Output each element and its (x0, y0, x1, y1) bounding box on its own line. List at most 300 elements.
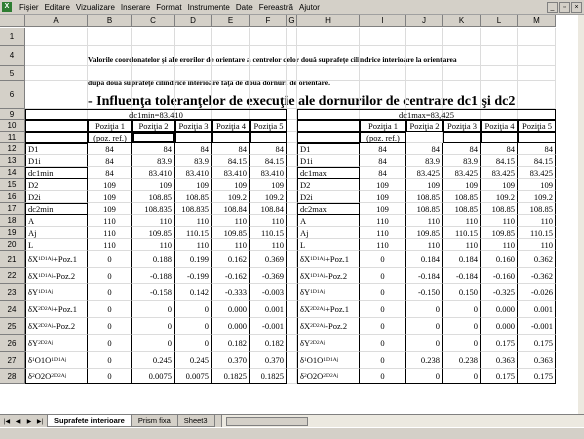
data-cell[interactable]: -0.184 (406, 268, 443, 284)
row-header-23[interactable]: 23 (0, 284, 25, 301)
data-cell[interactable]: 0 (88, 369, 132, 384)
cell[interactable] (287, 215, 297, 227)
data-cell[interactable]: 0.182 (250, 335, 287, 352)
cell[interactable] (297, 132, 360, 143)
row-label[interactable]: dc2max (297, 203, 360, 215)
row-label[interactable]: D1 (25, 143, 88, 155)
data-cell[interactable]: 0.362 (518, 251, 556, 268)
cell[interactable] (287, 318, 297, 335)
row-header-12[interactable]: 12 (0, 143, 25, 155)
cell[interactable] (287, 46, 297, 66)
data-cell[interactable]: 0 (175, 318, 212, 335)
row-label[interactable]: L (297, 239, 360, 251)
data-cell[interactable]: 84 (175, 143, 212, 155)
cell[interactable] (287, 155, 297, 167)
data-cell[interactable]: 109 (360, 203, 406, 215)
data-cell[interactable]: 0.001 (518, 301, 556, 318)
data-cell[interactable]: 109 (406, 179, 443, 191)
column-header-k[interactable]: K (443, 15, 481, 27)
data-cell[interactable]: -0.362 (518, 268, 556, 284)
data-cell[interactable]: 110 (175, 239, 212, 251)
cell[interactable] (287, 167, 297, 179)
position-header-5[interactable]: Poziţia 5 (250, 120, 287, 132)
cell[interactable] (132, 66, 175, 81)
data-cell[interactable]: 0 (360, 369, 406, 384)
data-cell[interactable]: 0.238 (406, 352, 443, 369)
row-label[interactable]: D2 (297, 179, 360, 191)
data-cell[interactable]: 110 (360, 215, 406, 227)
data-cell[interactable]: 83.410 (132, 167, 175, 179)
row-label[interactable]: δ 2 O2O 2D2 Aj (25, 369, 88, 384)
data-cell[interactable]: 0 (360, 335, 406, 352)
cell[interactable] (297, 28, 360, 46)
data-cell[interactable]: 0.245 (175, 352, 212, 369)
data-cell[interactable]: 110.15 (518, 227, 556, 239)
data-cell[interactable]: 0.245 (132, 352, 175, 369)
row-header-9[interactable]: 9 (0, 109, 25, 120)
data-cell[interactable]: 0 (360, 284, 406, 301)
data-cell[interactable]: 108.835 (132, 203, 175, 215)
data-cell[interactable]: 0.1825 (212, 369, 250, 384)
column-header-i[interactable]: I (360, 15, 406, 27)
data-cell[interactable]: 0 (360, 251, 406, 268)
data-cell[interactable]: 109.2 (212, 191, 250, 203)
data-cell[interactable]: 0 (443, 369, 481, 384)
data-cell[interactable]: 109 (360, 191, 406, 203)
cell[interactable] (297, 66, 360, 81)
row-label[interactable]: A (297, 215, 360, 227)
cell[interactable] (287, 66, 297, 81)
cell[interactable] (406, 81, 443, 109)
row-label[interactable]: δX 2D2 Aj -Poz.2 (297, 318, 360, 335)
row-header-19[interactable]: 19 (0, 227, 25, 239)
data-cell[interactable]: 0.363 (481, 352, 518, 369)
row-header-14[interactable]: 14 (0, 167, 25, 179)
cell[interactable] (212, 81, 250, 109)
data-cell[interactable]: 0.162 (212, 251, 250, 268)
cell[interactable] (481, 28, 518, 46)
data-cell[interactable]: 0.175 (481, 369, 518, 384)
cell[interactable] (88, 81, 132, 109)
data-cell[interactable]: 110 (250, 215, 287, 227)
data-cell[interactable]: 0 (406, 301, 443, 318)
data-cell[interactable]: 83.410 (212, 167, 250, 179)
row-label[interactable]: A (25, 215, 88, 227)
row-header-6[interactable]: 6 (0, 81, 25, 109)
cell[interactable] (360, 66, 406, 81)
column-header-e[interactable]: E (212, 15, 250, 27)
data-cell[interactable]: 84 (360, 143, 406, 155)
cell[interactable] (287, 369, 297, 384)
data-cell[interactable]: 0 (443, 301, 481, 318)
data-cell[interactable]: 0 (88, 335, 132, 352)
cell[interactable] (25, 46, 88, 66)
cell[interactable] (132, 81, 175, 109)
data-cell[interactable]: -0.325 (481, 284, 518, 301)
data-cell[interactable]: 110 (481, 239, 518, 251)
data-cell[interactable]: 0 (360, 352, 406, 369)
data-cell[interactable]: 83.425 (518, 167, 556, 179)
cell[interactable] (25, 28, 88, 46)
data-cell[interactable]: 108.85 (518, 203, 556, 215)
data-cell[interactable]: 108.84 (212, 203, 250, 215)
data-cell[interactable]: 0.369 (250, 251, 287, 268)
cell[interactable] (250, 81, 287, 109)
data-cell[interactable]: -0.001 (518, 318, 556, 335)
data-cell[interactable]: -0.162 (212, 268, 250, 284)
data-cell[interactable]: 0 (88, 251, 132, 268)
data-cell[interactable]: 0 (175, 335, 212, 352)
column-header-j[interactable]: J (406, 15, 443, 27)
data-cell[interactable]: -0.026 (518, 284, 556, 301)
cell[interactable] (481, 81, 518, 109)
data-cell[interactable]: 110 (132, 239, 175, 251)
data-cell[interactable]: -0.160 (481, 268, 518, 284)
column-header-a[interactable]: A (25, 15, 88, 27)
column-header-g[interactable]: G (287, 15, 297, 27)
cell[interactable] (132, 28, 175, 46)
data-cell[interactable]: 84.15 (212, 155, 250, 167)
cell[interactable] (443, 28, 481, 46)
data-cell[interactable]: 109.85 (406, 227, 443, 239)
cell[interactable] (250, 66, 287, 81)
row-label[interactable]: D1i (25, 155, 88, 167)
cell[interactable] (287, 143, 297, 155)
data-cell[interactable]: 108.85 (406, 191, 443, 203)
cell[interactable] (443, 46, 481, 66)
cell[interactable] (481, 46, 518, 66)
cell[interactable] (175, 81, 212, 109)
cell[interactable] (175, 66, 212, 81)
position-header-4[interactable]: Poziţia 4 (481, 120, 518, 132)
row-header-28[interactable]: 28 (0, 369, 25, 384)
data-cell[interactable]: 0 (406, 369, 443, 384)
restore-icon[interactable]: ▫ (559, 2, 570, 13)
position-header-3[interactable]: Poziţia 3 (443, 120, 481, 132)
data-cell[interactable]: 84 (88, 143, 132, 155)
row-label[interactable]: Aj (297, 227, 360, 239)
data-cell[interactable]: 110 (406, 215, 443, 227)
row-label[interactable]: dc1max (297, 167, 360, 179)
column-header-c[interactable]: C (132, 15, 175, 27)
reference-position-label[interactable]: (poz. ref.) (360, 132, 406, 143)
data-cell[interactable]: 84.15 (518, 155, 556, 167)
cell[interactable] (287, 268, 297, 284)
cell[interactable] (88, 66, 132, 81)
cell[interactable] (406, 28, 443, 46)
cell[interactable] (287, 179, 297, 191)
data-cell[interactable]: 84 (443, 143, 481, 155)
data-cell[interactable]: 108.84 (250, 203, 287, 215)
data-cell[interactable]: 0.0075 (132, 369, 175, 384)
cell[interactable] (212, 66, 250, 81)
data-cell[interactable]: 83.410 (175, 167, 212, 179)
data-cell[interactable]: 84 (481, 143, 518, 155)
cell[interactable] (360, 28, 406, 46)
cell[interactable] (287, 251, 297, 268)
data-cell[interactable]: 0 (132, 335, 175, 352)
data-cell[interactable]: 0.188 (132, 251, 175, 268)
data-cell[interactable]: 0.184 (443, 251, 481, 268)
menu-tools[interactable]: Instrumente (187, 2, 230, 12)
cell[interactable] (287, 335, 297, 352)
position-header-2[interactable]: Poziţia 2 (132, 120, 175, 132)
row-label[interactable]: δY 2D2 Aj (25, 335, 88, 352)
cell[interactable] (25, 81, 88, 109)
position-header-2[interactable]: Poziţia 2 (406, 120, 443, 132)
cell[interactable] (297, 81, 360, 109)
data-cell[interactable]: -0.199 (175, 268, 212, 284)
column-header-l[interactable]: L (481, 15, 518, 27)
data-cell[interactable]: 108.85 (175, 191, 212, 203)
data-cell[interactable]: 110 (443, 215, 481, 227)
data-cell[interactable]: 108.85 (406, 203, 443, 215)
data-cell[interactable]: 84 (250, 143, 287, 155)
cell[interactable] (360, 46, 406, 66)
vertical-scrollbar[interactable] (578, 15, 584, 414)
row-header-27[interactable]: 27 (0, 352, 25, 369)
cell[interactable] (297, 46, 360, 66)
data-cell[interactable]: 0 (360, 301, 406, 318)
row-label[interactable]: D1 (297, 143, 360, 155)
data-cell[interactable]: -0.158 (132, 284, 175, 301)
data-cell[interactable]: 108.85 (443, 191, 481, 203)
cell[interactable] (406, 132, 443, 143)
data-cell[interactable]: 0.142 (175, 284, 212, 301)
menu-data[interactable]: Date (235, 2, 253, 12)
data-cell[interactable]: 109 (175, 179, 212, 191)
row-header-26[interactable]: 26 (0, 335, 25, 352)
data-cell[interactable]: 0.175 (518, 335, 556, 352)
tab-sheet3[interactable]: Sheet3 (177, 415, 215, 427)
column-header-d[interactable]: D (175, 15, 212, 27)
data-cell[interactable]: 108.835 (175, 203, 212, 215)
cell[interactable] (287, 191, 297, 203)
row-label[interactable]: dc2min (25, 203, 88, 215)
data-cell[interactable]: 83.9 (132, 155, 175, 167)
data-cell[interactable]: 110 (406, 239, 443, 251)
menu-help[interactable]: Ajutor (299, 2, 320, 12)
data-cell[interactable]: 110.15 (443, 227, 481, 239)
row-header-4[interactable]: 4 (0, 46, 25, 66)
row-label[interactable]: D1i (297, 155, 360, 167)
row-label[interactable]: δ 1 O1O 1D1 Aj (25, 352, 88, 369)
row-header-18[interactable]: 18 (0, 215, 25, 227)
row-header-17[interactable]: 17 (0, 203, 25, 215)
data-cell[interactable]: 108.85 (443, 203, 481, 215)
data-cell[interactable]: 0.150 (443, 284, 481, 301)
data-cell[interactable]: 0.238 (443, 352, 481, 369)
data-cell[interactable]: 110 (132, 215, 175, 227)
cell[interactable] (88, 28, 132, 46)
cell[interactable] (518, 28, 556, 46)
cell[interactable] (518, 66, 556, 81)
data-cell[interactable]: 109 (212, 179, 250, 191)
row-label[interactable]: δ 2 O2O 2D2 Aj (297, 369, 360, 384)
data-cell[interactable]: 0 (360, 268, 406, 284)
data-cell[interactable]: 108.85 (481, 203, 518, 215)
row-header-15[interactable]: 15 (0, 179, 25, 191)
data-cell[interactable]: -0.188 (132, 268, 175, 284)
data-cell[interactable]: 84 (132, 143, 175, 155)
data-cell[interactable]: 110 (250, 239, 287, 251)
menu-view[interactable]: Vizualizare (75, 2, 115, 12)
row-header-5[interactable]: 5 (0, 66, 25, 81)
cell[interactable] (518, 81, 556, 109)
cell[interactable] (287, 227, 297, 239)
position-header-1[interactable]: Poziţia 1 (88, 120, 132, 132)
data-cell[interactable]: 0 (175, 301, 212, 318)
cell[interactable] (518, 46, 556, 66)
data-cell[interactable]: 110.15 (250, 227, 287, 239)
cell[interactable] (175, 46, 212, 66)
data-cell[interactable]: -0.150 (406, 284, 443, 301)
menu-window[interactable]: Fereastră (258, 2, 293, 12)
menu-file[interactable]: Fişier (19, 2, 39, 12)
data-cell[interactable]: 109.2 (518, 191, 556, 203)
data-cell[interactable]: 109 (88, 191, 132, 203)
select-all-corner[interactable] (0, 15, 25, 27)
data-cell[interactable]: 109 (88, 203, 132, 215)
data-cell[interactable]: 109 (360, 179, 406, 191)
row-label[interactable]: δX 1D1 Aj -Poz.2 (25, 268, 88, 284)
data-cell[interactable]: 84.15 (481, 155, 518, 167)
row-header-13[interactable]: 13 (0, 155, 25, 167)
menu-format[interactable]: Format (156, 2, 182, 12)
row-label[interactable]: δX 2D2 Aj -Poz.2 (25, 318, 88, 335)
data-cell[interactable]: 0.000 (481, 301, 518, 318)
row-label[interactable]: Aj (25, 227, 88, 239)
cell[interactable] (88, 46, 132, 66)
row-label[interactable]: δX 1D1 Aj -Poz.2 (297, 268, 360, 284)
column-header-f[interactable]: F (250, 15, 287, 27)
data-cell[interactable]: 83.9 (406, 155, 443, 167)
data-cell[interactable]: 110 (360, 227, 406, 239)
close-icon[interactable]: × (571, 2, 582, 13)
cell[interactable] (250, 46, 287, 66)
row-header-25[interactable]: 25 (0, 318, 25, 335)
data-cell[interactable]: 0 (443, 318, 481, 335)
data-cell[interactable]: 84 (88, 167, 132, 179)
scroll-thumb[interactable] (226, 417, 308, 426)
next-sheet-icon[interactable]: ▶ (26, 418, 32, 425)
cell[interactable] (287, 352, 297, 369)
column-header-b[interactable]: B (88, 15, 132, 27)
data-cell[interactable]: 83.425 (406, 167, 443, 179)
position-header-4[interactable]: Poziţia 4 (212, 120, 250, 132)
data-cell[interactable]: 0 (88, 301, 132, 318)
row-header-22[interactable]: 22 (0, 268, 25, 284)
menu-insert[interactable]: Inserare (120, 2, 151, 12)
data-cell[interactable]: 110 (212, 215, 250, 227)
data-cell[interactable]: -0.003 (250, 284, 287, 301)
data-cell[interactable]: 0 (88, 352, 132, 369)
first-sheet-icon[interactable]: |◀ (3, 418, 11, 425)
data-cell[interactable]: 108.85 (132, 191, 175, 203)
row-header-1[interactable]: 1 (0, 28, 25, 46)
row-label[interactable]: δY 1D1 Aj (25, 284, 88, 301)
row-label[interactable]: δX 2D2 Aj +Poz.1 (297, 301, 360, 318)
data-cell[interactable]: 0.370 (250, 352, 287, 369)
data-cell[interactable]: 84.15 (250, 155, 287, 167)
cell[interactable] (518, 132, 556, 143)
data-cell[interactable]: 0.1825 (250, 369, 287, 384)
data-cell[interactable]: 83.9 (175, 155, 212, 167)
cell[interactable] (443, 66, 481, 81)
cell[interactable] (212, 28, 250, 46)
menu-edit[interactable]: Editare (44, 2, 70, 12)
data-cell[interactable]: -0.333 (212, 284, 250, 301)
data-cell[interactable]: 0.175 (481, 335, 518, 352)
data-cell[interactable]: 110 (518, 215, 556, 227)
row-header-11[interactable]: 11 (0, 132, 25, 143)
data-cell[interactable]: 109 (88, 179, 132, 191)
row-label[interactable]: δX 2D2 Aj +Poz.1 (25, 301, 88, 318)
data-cell[interactable]: 110 (88, 239, 132, 251)
data-cell[interactable]: 0 (406, 335, 443, 352)
data-cell[interactable]: 109 (518, 179, 556, 191)
data-cell[interactable]: 109 (250, 179, 287, 191)
data-cell[interactable]: 83.425 (481, 167, 518, 179)
cell[interactable] (287, 284, 297, 301)
position-header-3[interactable]: Poziţia 3 (175, 120, 212, 132)
cell[interactable] (25, 66, 88, 81)
last-sheet-icon[interactable]: ▶| (36, 418, 44, 425)
row-label[interactable]: D2i (297, 191, 360, 203)
cell[interactable] (132, 46, 175, 66)
cell[interactable] (250, 132, 287, 143)
data-cell[interactable]: 110 (88, 227, 132, 239)
data-cell[interactable]: 109.85 (481, 227, 518, 239)
data-cell[interactable]: 84 (518, 143, 556, 155)
data-cell[interactable]: 0.182 (212, 335, 250, 352)
data-cell[interactable]: 110 (443, 239, 481, 251)
data-cell[interactable]: 109.2 (250, 191, 287, 203)
data-cell[interactable]: 83.425 (443, 167, 481, 179)
table-header[interactable]: dc1max=83,425 (297, 109, 556, 120)
data-cell[interactable]: 0.001 (250, 301, 287, 318)
data-cell[interactable]: 84 (88, 155, 132, 167)
data-cell[interactable]: 84 (360, 155, 406, 167)
row-header-24[interactable]: 24 (0, 301, 25, 318)
cell[interactable] (25, 132, 88, 143)
cell[interactable] (175, 132, 212, 143)
row-header-20[interactable]: 20 (0, 239, 25, 251)
reference-position-label[interactable]: (poz. ref.) (88, 132, 132, 143)
position-header-5[interactable]: Poziţia 5 (518, 120, 556, 132)
spreadsheet-grid[interactable] (25, 28, 584, 414)
data-cell[interactable]: 83.9 (443, 155, 481, 167)
data-cell[interactable]: 0.000 (481, 318, 518, 335)
excel-app-icon[interactable]: X (2, 2, 12, 12)
data-cell[interactable]: 0.363 (518, 352, 556, 369)
cell[interactable] (212, 132, 250, 143)
data-cell[interactable]: 0 (88, 284, 132, 301)
table-header[interactable]: dc1min=83.410 (25, 109, 287, 120)
prev-sheet-icon[interactable]: ◀ (15, 418, 21, 425)
row-label[interactable]: δY 1D1 Aj (297, 284, 360, 301)
cell[interactable] (406, 66, 443, 81)
data-cell[interactable]: 84 (360, 167, 406, 179)
data-cell[interactable]: 109 (443, 179, 481, 191)
data-cell[interactable]: 0.000 (212, 318, 250, 335)
cell[interactable] (297, 120, 360, 132)
row-label[interactable]: D2 (25, 179, 88, 191)
data-cell[interactable]: 0.0075 (175, 369, 212, 384)
row-label[interactable]: D2i (25, 191, 88, 203)
data-cell[interactable]: 0 (88, 318, 132, 335)
data-cell[interactable]: 110 (518, 239, 556, 251)
